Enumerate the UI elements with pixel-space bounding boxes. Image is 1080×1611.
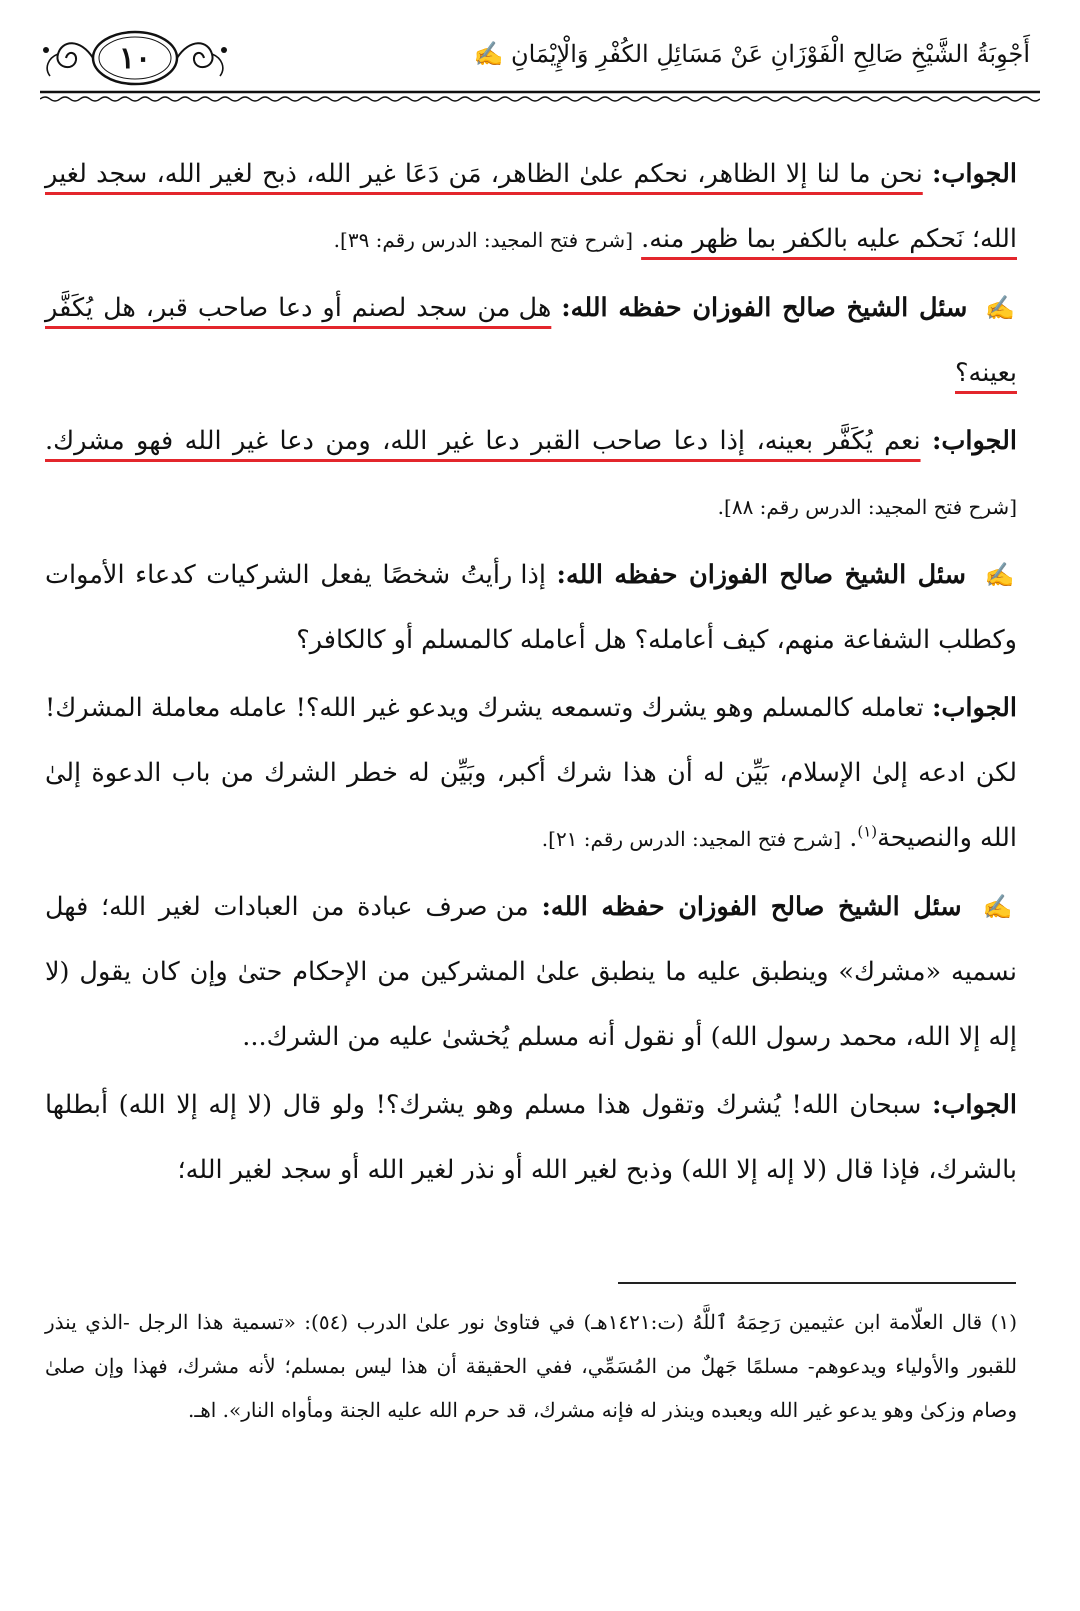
answer-label: الجواب: (932, 159, 1017, 189)
answer-text: نحن ما لنا إلا الظاهر، نحكم علىٰ الظاهر، مَن دَعَا غير الله، ذبح لغير الله، سجد لغير الله؛ نَحكم عليه بالكفر بما ظهر منه. (45, 159, 1017, 254)
running-head: أَجْوِبَةُ الشَّيْخِ صَالِحِ الْفَوْزَانِ عَنْ مَسَائِلِ الكُفْرِ وَالْإِيْمَانِ ✍ (473, 40, 1030, 68)
question-label: سئل الشيخ صالح الفوزان حفظه الله: (556, 560, 966, 590)
pen-icon: ✍ (984, 561, 1018, 589)
source-reference: [شرح فتح المجيد: الدرس رقم: ٢١]. (541, 827, 842, 851)
answer-paragraph-2 (45, 409, 1017, 540)
question-label: سئل الشيخ صالح الفوزان حفظه الله: (541, 892, 962, 922)
question-text: هل من سجد لصنم أو دعا صاحب قبر، هل يُكَفَّر بعينه؟ (45, 293, 1017, 388)
answer-paragraph-4 (45, 1073, 1017, 1203)
source-reference: [شرح فتح المجيد: الدرس رقم: ٨٨]. (717, 495, 1017, 519)
answer-label: الجواب: (932, 426, 1017, 456)
source-reference: [شرح فتح المجيد: الدرس رقم: ٣٩]. (333, 228, 633, 252)
answer-tail: . (849, 823, 858, 853)
answer-label: الجواب: (932, 1090, 1017, 1120)
answer-paragraph-3 (45, 676, 1017, 872)
question-paragraph-3 (45, 543, 1017, 673)
question-text: إذا رأيتُ شخصًا يفعل الشركيات كدعاء الأموات وكطلب الشفاعة منهم، كيف أعامله؟ هل أعامله كالمسلم أو كالكافر؟ (45, 560, 1017, 655)
answer-label: الجواب: (932, 693, 1018, 723)
page-header (40, 28, 1040, 108)
footnote-divider (618, 1282, 1016, 1284)
question-paragraph-4 (45, 875, 1017, 1070)
footnote-marker[interactable]: (١) (857, 822, 878, 841)
header-divider (40, 90, 1040, 102)
question-label: سئل الشيخ صالح الفوزان حفظه الله: (561, 293, 968, 323)
pen-icon: ✍ (982, 893, 1018, 921)
answer-text: سبحان الله! يُشرك وتقول هذا مسلم وهو يشرك؟! ولو قال (لا إله إلا الله) أبطلها بالشرك، فإذا قال (لا إله إلا الله) وذبح لغير الله أو نذر لغير الله أو سجد لغير الله؛ (45, 1090, 1017, 1185)
footnotes (45, 1300, 1017, 1432)
body-text (45, 142, 1017, 1206)
question-paragraph-2 (45, 276, 1017, 406)
pen-icon: ✍ (985, 294, 1018, 322)
answer-text: نعم يُكَفَّر بعينه، إذا دعا صاحب القبر دعا غير الله، ومن دعا غير الله فهو مشرك. (45, 426, 921, 456)
footnote-1: (١) قال العلّامة ابن عثيمين رَحِمَهُ ٱللَّهُ (ت:١٤٢١هـ) في فتاوىٰ نور علىٰ الدرب (٥٤): «تسمية هذا الرجل -الذي ينذر للقبور والأولياء ويدعوهم- مسلمًا جَهلٌ من المُسَمِّي، ففي الحقيقة أن هذا ليس بمسلم؛ لأنه مشرك، فهذا وإن صلىٰ وصام وزكىٰ وهو يدعو غير الله ويعبده وينذر له فإنه مشرك، قد حرم الله عليه الجنة ومأواه النار». اهـ. (45, 1310, 1017, 1422)
page-number: ١٠ (118, 40, 152, 76)
answer-text: تعامله كالمسلم وهو يشرك وتسمعه يشرك ويدعو غير الله؟! عامله معاملة المشرك! لكن ادعه إلىٰ الإسلام، بَيِّن له أن هذا شرك أكبر، وبَيِّن له خطر الشرك من باب الدعوة إلىٰ الله والنصيحة (45, 693, 1017, 853)
question-text: من صرف عبادة من العبادات لغير الله؛ فهل نسميه «مشرك» وينطبق عليه ما ينطبق علىٰ المشركين من الإحكام حتىٰ وإن كان يقول (لا إله إلا الله، محمد رسول الله) أو نقول أنه مسلم يُخشىٰ عليه من الشرك... (45, 892, 1017, 1052)
answer-paragraph-1 (45, 142, 1017, 273)
